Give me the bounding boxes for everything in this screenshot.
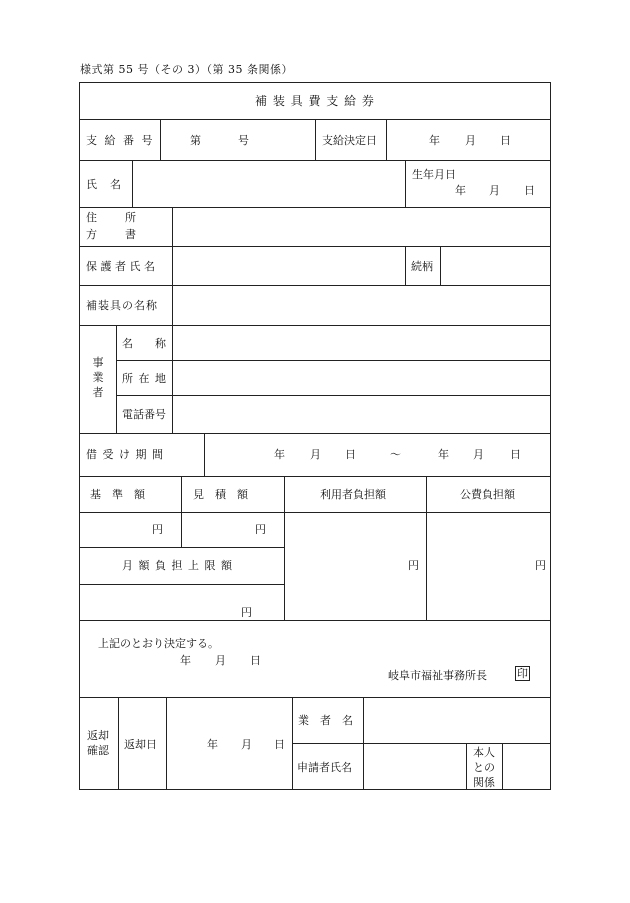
row-divider	[80, 433, 550, 434]
rental-start-year: 年	[274, 448, 285, 461]
col-divider	[363, 697, 364, 790]
col-divider	[405, 246, 406, 285]
payment-number-suffix: 号	[238, 134, 249, 147]
seal-mark: 印	[517, 667, 528, 680]
device-name-label: 補装具の名称	[86, 299, 158, 312]
payment-number-label: 支 給 番 号	[86, 134, 155, 147]
birth-date-label: 生年月日	[412, 168, 456, 181]
col-divider	[204, 433, 205, 476]
address-label: 住 所	[86, 211, 138, 224]
relation-label: 続柄	[411, 260, 433, 273]
col-divider	[118, 697, 119, 790]
row-divider	[116, 395, 550, 396]
col-divider	[181, 476, 182, 547]
row-divider	[292, 743, 550, 744]
rental-end-month: 月	[473, 448, 484, 461]
row-divider	[80, 160, 550, 161]
decision-month: 月	[465, 134, 476, 147]
col-divider	[284, 476, 285, 620]
col-divider	[116, 325, 117, 433]
public-burden-label: 公費負担額	[460, 488, 515, 501]
payment-voucher-form	[79, 82, 551, 790]
row-divider	[116, 360, 550, 361]
col-divider	[166, 697, 167, 790]
row-divider	[80, 697, 550, 698]
payment-number-prefix: 第	[190, 134, 201, 147]
business-name-label: 名 称	[122, 337, 166, 350]
birth-year: 年	[455, 184, 466, 197]
return-date-label: 返却日	[124, 738, 157, 751]
col-divider	[440, 246, 441, 285]
return-month: 月	[241, 738, 252, 751]
return-day: 日	[274, 738, 285, 751]
col-divider	[405, 160, 406, 207]
col-divider	[502, 743, 503, 790]
estimate-amount-label: 見 積 額	[193, 488, 248, 501]
base-amount-label: 基 準 額	[90, 488, 145, 501]
col-divider	[160, 119, 161, 160]
monthly-cap-yen: 円	[241, 606, 252, 619]
col-divider	[466, 743, 467, 790]
rental-end-year: 年	[438, 448, 449, 461]
return-year: 年	[207, 738, 218, 751]
return-confirm-label: 返却 確認	[87, 729, 109, 757]
rental-period-label: 借 受 け 期 間	[86, 448, 164, 461]
row-divider	[80, 620, 550, 621]
row-divider	[80, 584, 284, 585]
decision-statement: 上記のとおり決定する。	[98, 637, 219, 650]
relation-to-self-label: 本人 との 関係	[473, 746, 495, 789]
estimate-amount-yen: 円	[255, 523, 266, 536]
birth-month: 月	[489, 184, 500, 197]
guardian-name-label: 保 護 者 氏 名	[86, 260, 155, 273]
business-group-label: 事 業 者	[92, 356, 104, 399]
address-careof-label: 方 書	[86, 228, 138, 241]
name-label: 氏 名	[86, 178, 122, 191]
payment-decision-date-label: 支給決定日	[322, 134, 377, 147]
col-divider	[172, 207, 173, 433]
row-divider	[80, 325, 550, 326]
base-amount-yen: 円	[152, 523, 163, 536]
form-title: 補 装 具 費 支 給 券	[255, 94, 375, 108]
row-divider	[80, 246, 550, 247]
birth-day: 日	[524, 184, 535, 197]
col-divider	[132, 160, 133, 207]
row-divider	[80, 285, 550, 286]
applicant-name-label: 申請者氏名	[297, 761, 352, 774]
business-phone-label: 電話番号	[122, 408, 166, 421]
decision-statement-month: 月	[215, 654, 226, 667]
row-divider	[80, 476, 550, 477]
monthly-cap-label: 月 額 負 担 上 限 額	[122, 559, 233, 572]
user-burden-label: 利用者負担額	[320, 488, 386, 501]
decision-day: 日	[500, 134, 511, 147]
rental-end-day: 日	[510, 448, 521, 461]
public-burden-yen: 円	[535, 559, 546, 572]
col-divider	[315, 119, 316, 160]
decision-year: 年	[429, 134, 440, 147]
office-head-name: 岐阜市福祉事務所長	[388, 669, 487, 682]
row-divider	[80, 512, 550, 513]
rental-start-month: 月	[310, 448, 321, 461]
row-divider	[80, 207, 550, 208]
form-number: 様式第 55 号（その 3）（第 35 条関係）	[80, 63, 293, 76]
business-location-label: 所 在 地	[122, 372, 167, 385]
col-divider	[426, 476, 427, 620]
decision-statement-year: 年	[180, 654, 191, 667]
user-burden-yen: 円	[408, 559, 419, 572]
vendor-name-label: 業 者 名	[298, 714, 353, 727]
col-divider	[386, 119, 387, 160]
decision-statement-day: 日	[250, 654, 261, 667]
rental-period-separator: ～	[390, 448, 401, 461]
col-divider	[292, 697, 293, 790]
rental-start-day: 日	[345, 448, 356, 461]
row-divider	[80, 547, 284, 548]
